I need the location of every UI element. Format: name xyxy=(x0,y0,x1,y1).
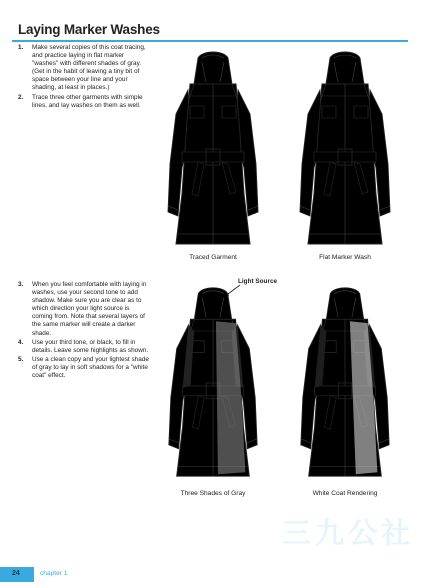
caption-traced-garment: Traced Garment xyxy=(189,254,237,261)
watermark: 三九公社 xyxy=(282,516,415,550)
instruction-step xyxy=(18,281,150,338)
caption-flat-marker-wash: Flat Marker Wash xyxy=(319,254,371,261)
step-number: 4. xyxy=(18,338,24,346)
step-text: Make several copies of this coat tracing, and practice laying in flat marker "washes" with different shades of gray. (Get in the habit of leaving a tiny bit of space between your line and your shading, at least in places.) xyxy=(32,44,146,92)
page-number: 24 xyxy=(12,570,20,577)
step-number: 1. xyxy=(18,44,24,51)
step-number: 2. xyxy=(18,93,24,101)
flat-marker-wash-figure xyxy=(290,44,400,254)
white-coat-figure xyxy=(290,280,400,486)
step-text: When you feel comfortable with laying in washes, use your second tone to add shadow. Make sure you are clear as to which direction your light source is coming from. Note that several layers of the same marker will create a darker shade. xyxy=(32,281,147,337)
step-number: 3. xyxy=(18,281,24,288)
chapter-label: chapter 1 xyxy=(40,570,68,577)
instruction-step xyxy=(18,94,150,110)
caption-white-coat: White Coat Rendering xyxy=(312,490,378,497)
page-title: Laying Marker Washes xyxy=(18,22,160,37)
title-rule xyxy=(12,40,408,42)
step-text: Use your third tone, or black, to fill in details. Leave some highlights as shown. xyxy=(32,338,149,354)
instruction-step xyxy=(18,44,150,93)
traced-garment-figure xyxy=(158,44,268,254)
three-shades-figure xyxy=(158,280,268,486)
light-source-label: Light Source xyxy=(238,278,278,285)
step-number: 5. xyxy=(18,355,24,363)
step-text: Use a clean copy and your lightest shade of gray to lay in soft shadows for a "white coat" effect. xyxy=(32,355,149,380)
instruction-step xyxy=(18,356,150,380)
instruction-list-bottom xyxy=(18,281,150,381)
instruction-list-top xyxy=(18,44,150,111)
instruction-step xyxy=(18,339,150,355)
step-text: Trace three other garments with simple lines, and lay washes on them as well. xyxy=(32,93,143,109)
caption-three-shades: Three Shades of Gray xyxy=(180,490,246,497)
